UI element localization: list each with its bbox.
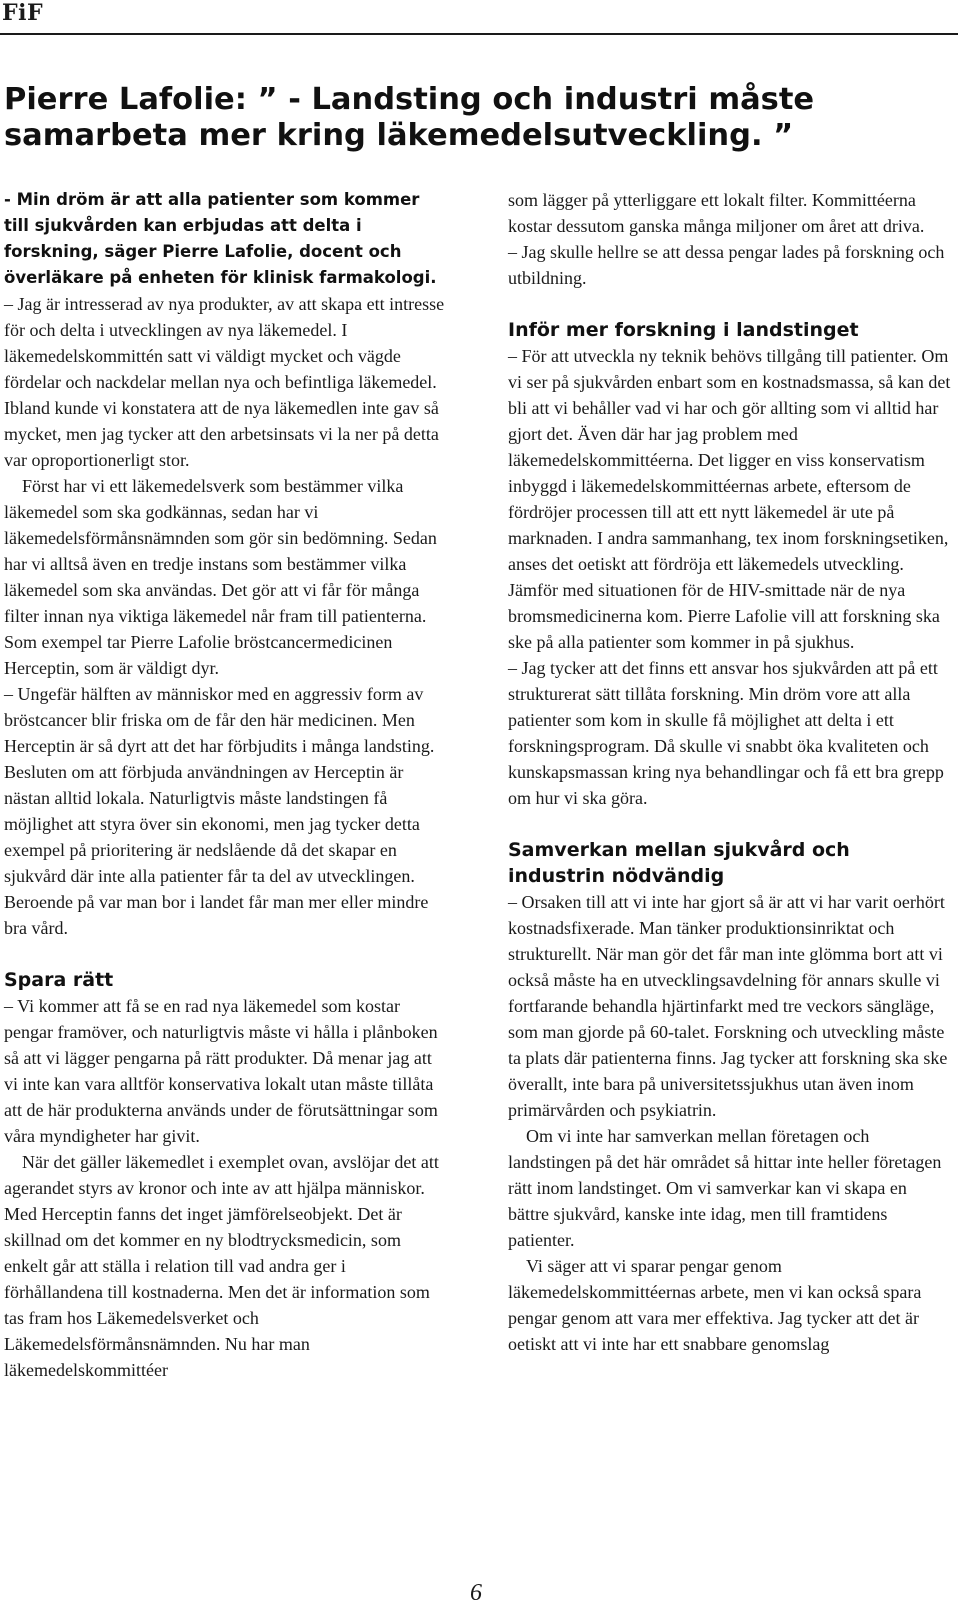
right-paragraph-5: – Orsaken till att vi inte har gjort så är att vi har varit oerhört kostnadsfixerade. Man tänker produktionsinriktat och strukturellt. När man gör det får man inte glömma bort att vi också måste ha en utvecklingsavdelning för annars skulle vi fortfarande behandla hjärtinfarkt med tre veckors sängläge, som man gjorde på 60-talet. Forskning och utveckling måste ta plats där patienterna finns. Jag tycker att forskning ska ske överallt, inte bara på universitetssjukhus utan även inom primärvården och psykiatrin. — [508, 892, 948, 1120]
left-paragraph-5: – Vi kommer att få se en rad nya läkemedel som kostar pengar framöver, och naturligtvis måste vi hålla i plånboken så att vi lägger pengarna på rätt produkter. Då menar jag att vi inte kan vara alltför konservativa lokalt utan måste tillåta att de här produkterna används under de förutsättningar som våra myndigheter har givit. — [4, 996, 438, 1146]
left-paragraph-2: Först har vi ett läkemedelsverk som bestämmer vilka läkemedel som ska godkännas, sedan har vi läkemedelsförmånsnämnden som gör sin bedömning. Sedan har vi alltså även en tredje instans som bestämmer vilka läkemedel som ska användas. Det gör att vi får för många filter innan nya viktiga läkemedel når fram till patienterna. — [4, 476, 437, 626]
left-column — [4, 187, 448, 1383]
right-paragraph-2: – Jag skulle hellre se att dessa pengar lades på forskning och utbildning. — [508, 242, 945, 288]
page-number: 6 — [470, 1580, 482, 1606]
left-paragraph-6: När det gäller läkemedlet i exemplet ovan, avslöjar det att agerandet styrs av kronor och inte av att hjälpa människor. Med Herceptin fanns det inget jämförelseobjekt. Det är skillnad om det kommer en ny blodtrycksmedicin, som enkelt går att ställa i relation till vad andra ger i förhållandena till kostnaderna. Men det är information som tas fram hos Läkemedelsverket och Läkemedelsförmånsnämnden. Nu har man läkemedelskommittéer — [4, 1152, 439, 1380]
left-paragraph-3: Som exempel tar Pierre Lafolie bröstcancermedicinen Herceptin, som är väldigt dyr. — [4, 632, 393, 678]
subheading-samverkan: Samverkan mellan sjukvård och industrin nödvändig — [508, 839, 850, 887]
right-paragraph-3: – För att utveckla ny teknik behövs tillgång till patienter. Om vi ser på sjukvården enbart som en kostnadsmassa, så kan det bli att vi behåller vad vi har och gör allting som vi alltid har gjort det. Även där har jag problem med läkemedelskommittéerna. Det ligger en viss konservatism inbyggd i läkemedelskommittéernas arbete, eftersom de fördröjer processen till att ett nytt läkemedel är ute på marknaden. I andra sammanhang, tex inom forskningsetiken, anses det oetiskt att fördröja ett läkemedels utveckling. Jämför med situationen för de HIV-smittade när de nya bromsmedicinerna kom. Pierre Lafolie vill att forskning ska ske på alla patienter som kommer in på sjukhus. — [508, 346, 951, 652]
right-paragraph-7: Vi säger att vi sparar pengar genom läkemedelskommittéernas arbete, men vi kan också spara pengar genom att vara mer effektiva. Jag tycker att det är oetiskt att vi inte har ett snabbare genomslag — [508, 1256, 922, 1354]
right-column — [508, 187, 952, 1357]
right-paragraph-6: Om vi inte har samverkan mellan företagen och landstingen på det här området så hittar inte heller företagen rätt inom landstinget. Om vi samverkar kan vi skapa en bättre sjukvård, kanske inte idag, men till framtidens patienter. — [508, 1126, 942, 1250]
masthead: FiF — [2, 0, 44, 26]
right-paragraph-1: som lägger på ytterliggare ett lokalt filter. Kommittéerna kostar dessutom ganska många miljoner om året att driva. — [508, 190, 925, 236]
left-paragraph-1: – Jag är intresserad av nya produkter, av att skapa ett intresse för och delta i utvecklingen av nya läkemedel. I läkemedelskommittén satt vi väldigt mycket och vägde fördelar och nackdelar mellan nya och befintliga läkemedel. Ibland kunde vi konstatera att de nya läkemedlen inte gav så mycket, men jag tycker att den arbetsinsats vi la ner på detta var oproportionerligt stor. — [4, 294, 445, 470]
subheading-spara-ratt: Spara rätt — [4, 969, 114, 991]
right-paragraph-4: – Jag tycker att det finns ett ansvar hos sjukvården att på ett strukturerat sätt tillåta forskning. Min dröm vore att alla patienter som kom in skulle få möjlighet att delta i ett forskningsprogram. Då skulle vi snabbt öka kvaliteten och kunskapsmassan kring nya behandlingar och få ett bra grepp om hur vi ska göra. — [508, 658, 944, 808]
article-headline: Pierre Lafolie: ” - Landsting och industri måste samarbeta mer kring läkemedelsutveckling. ” — [4, 82, 815, 153]
header-rule — [0, 33, 958, 35]
left-paragraph-4: – Ungefär hälften av människor med en aggressiv form av bröstcancer blir friska om de får den här medicinen. Men Herceptin är så dyrt att det har förbjudits i många landsting. Besluten om att förbjuda användningen av Herceptin är nästan alltid lokala. Naturligtvis måste landstingen få möjlighet att styra över sin ekonomi, men jag tycker detta exempel på prioritering är nedslående då det skapar en sjukvård där inte alla patienter får ta del av utvecklingen. Beroende på var man bor i landet får man mer eller mindre bra vård. — [4, 684, 435, 938]
subheading-forskning-landstinget: Inför mer forskning i landstinget — [508, 319, 859, 341]
article-lead: - Min dröm är att alla patienter som kommer till sjukvården kan erbjudas att delta i forskning, säger Pierre Lafolie, docent och överläkare på enheten för klinisk farmakologi. — [4, 190, 437, 287]
